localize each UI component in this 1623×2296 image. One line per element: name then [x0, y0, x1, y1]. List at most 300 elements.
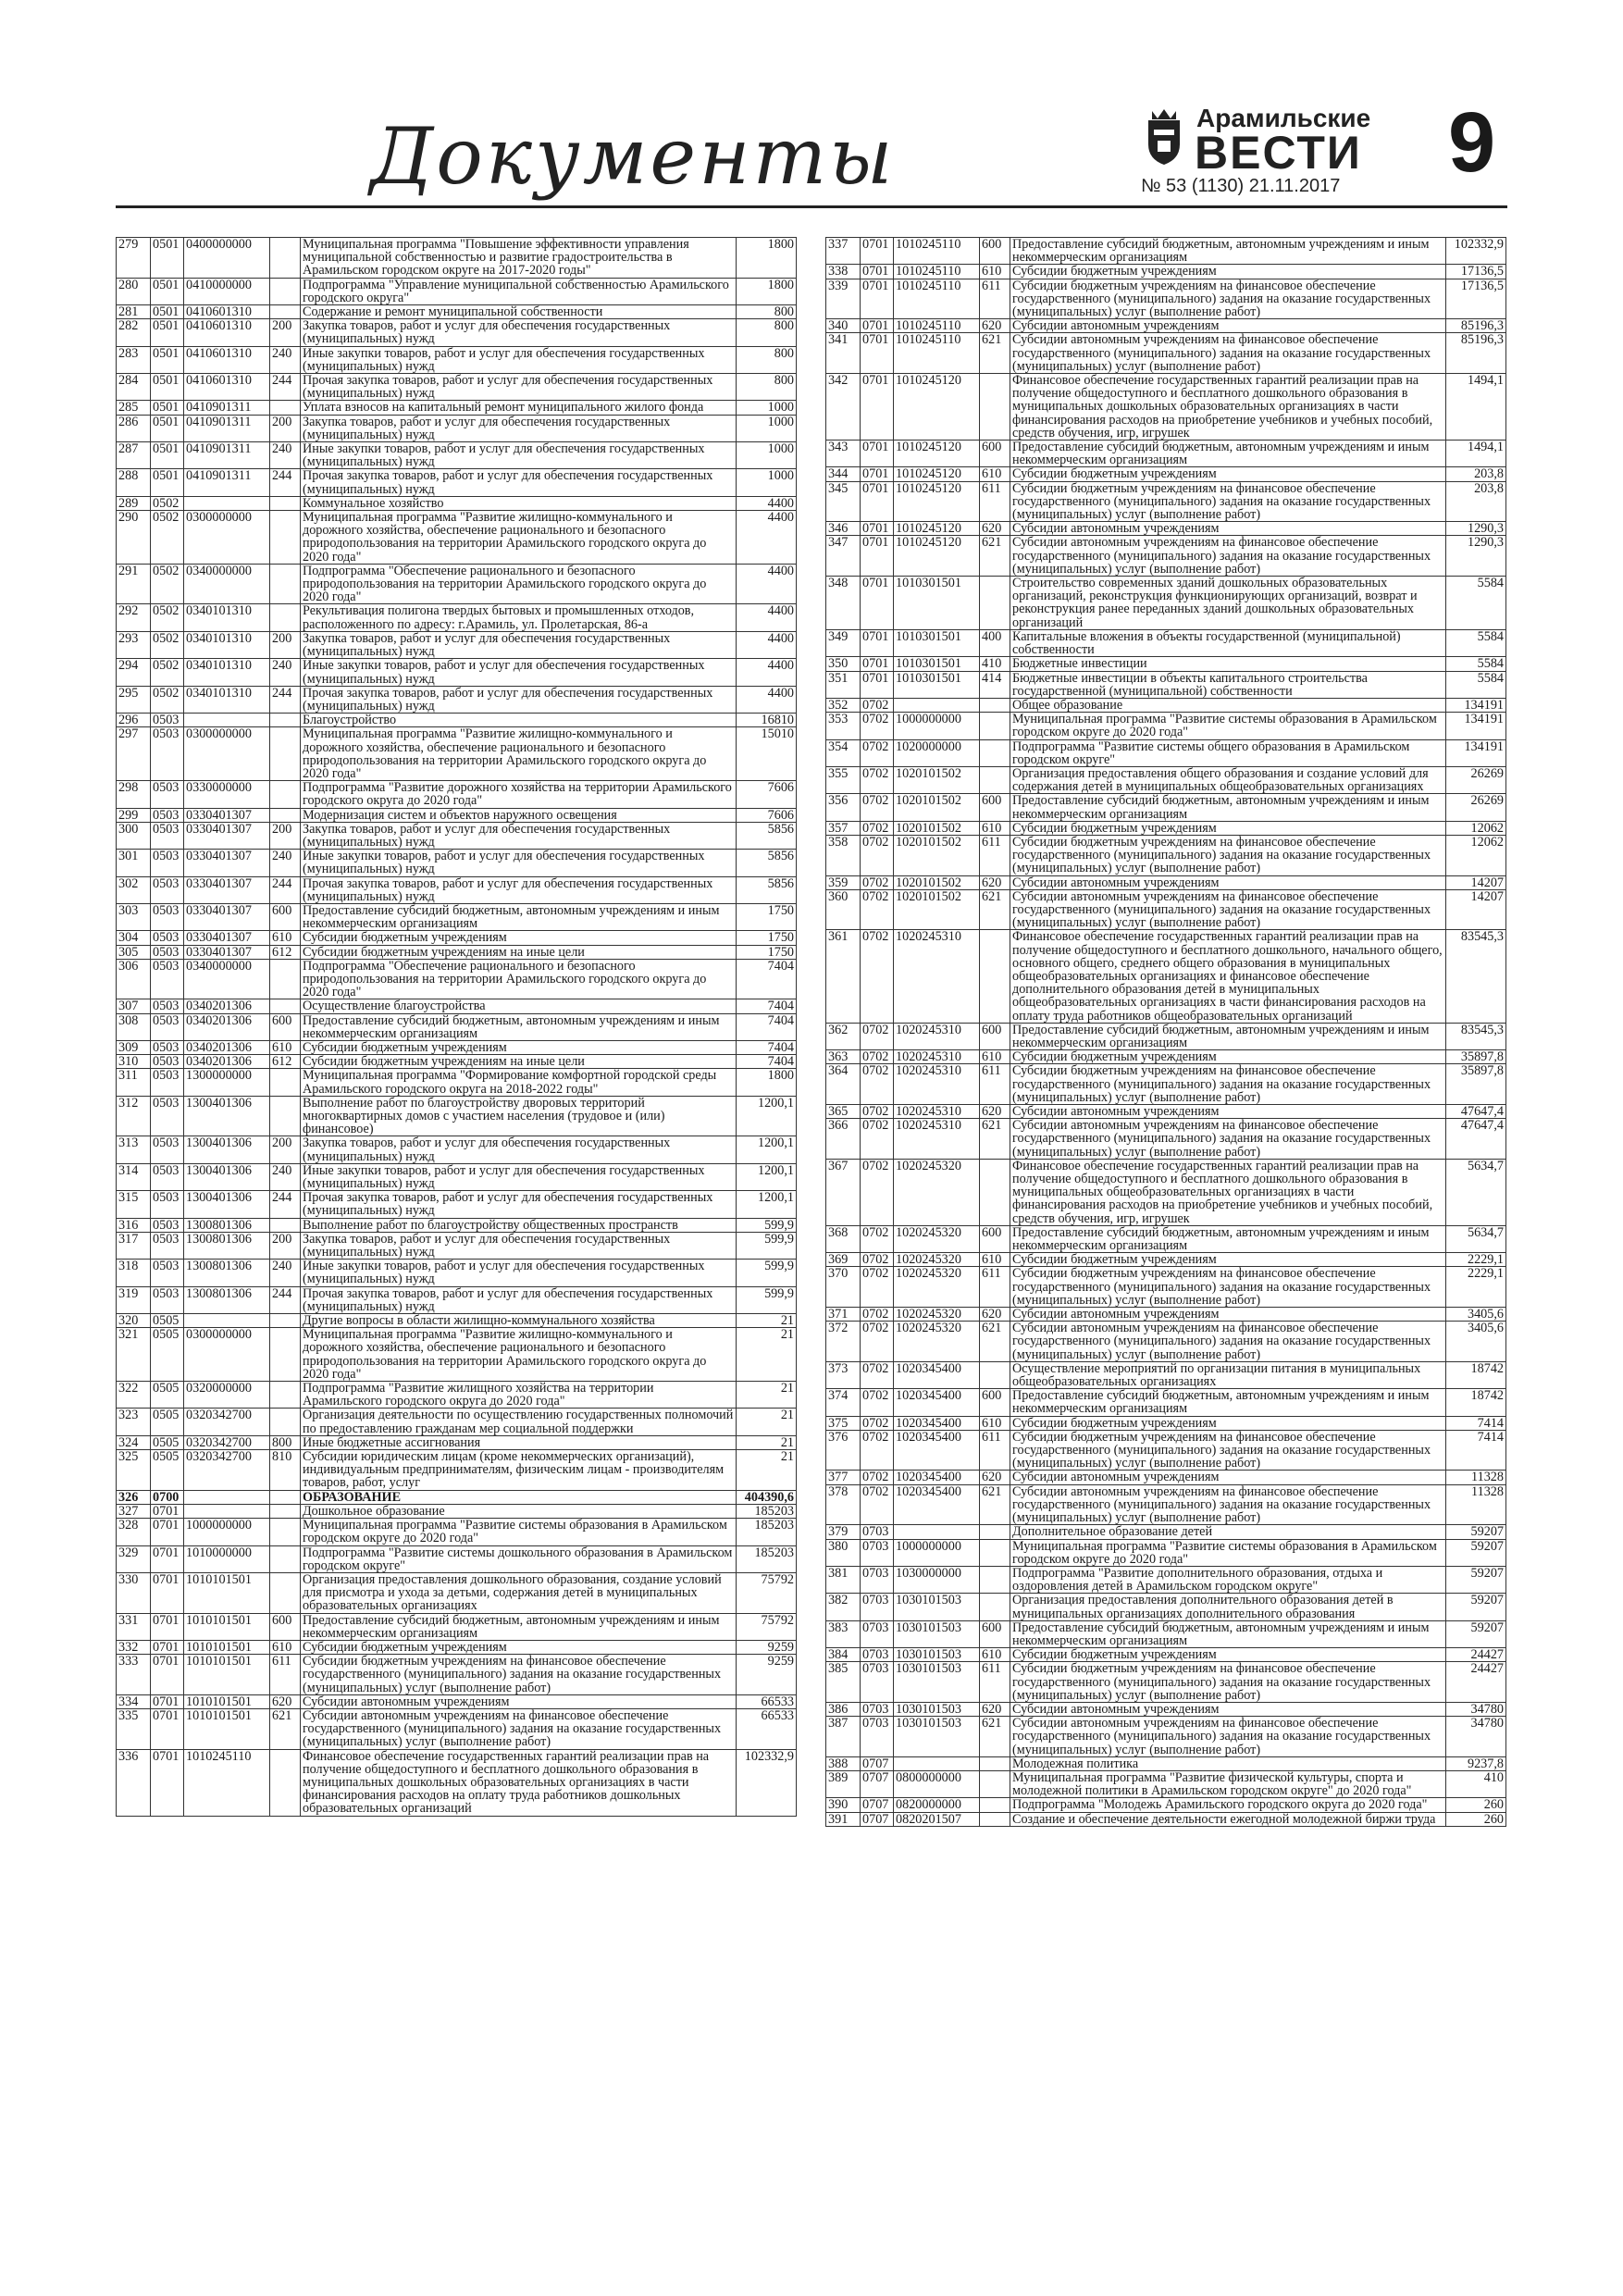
expense-type-cell: 244 [270, 374, 301, 401]
section-code-cell: 0702 [861, 1267, 894, 1308]
expense-type-cell: 620 [270, 1694, 301, 1708]
expense-type-cell: 600 [270, 1613, 301, 1640]
section-code-cell: 0702 [861, 1471, 894, 1484]
item-name-cell: Общее образование [1010, 698, 1446, 712]
section-code-cell: 0502 [151, 564, 184, 604]
expense-type-cell: 611 [980, 1662, 1010, 1703]
item-name-cell: Иные закупки товаров, работ и услуг для обеспечения государственных (муниципальных) нужд [301, 346, 737, 373]
table-row [117, 374, 797, 401]
expense-type-cell: 600 [980, 1620, 1010, 1647]
amount-cell: 1000 [737, 442, 797, 469]
amount-cell: 7404 [737, 1055, 797, 1069]
amount-cell: 26269 [1446, 794, 1506, 821]
amount-cell: 12062 [1446, 821, 1506, 835]
section-code-cell: 0702 [861, 698, 894, 712]
amount-cell: 1800 [737, 238, 797, 279]
expense-type-cell: 600 [980, 794, 1010, 821]
section-code-cell: 0503 [151, 931, 184, 945]
expense-type-cell [980, 374, 1010, 441]
row-number-cell: 301 [117, 850, 151, 876]
item-name-cell: Дополнительное образование детей [1010, 1525, 1446, 1539]
row-number-cell: 333 [117, 1655, 151, 1695]
target-code-cell: 0330401307 [184, 876, 270, 903]
target-code-cell: 1020245310 [894, 1023, 980, 1049]
table-row [826, 1225, 1506, 1252]
target-code-cell: 1300401306 [184, 1191, 270, 1218]
target-code-cell: 0330401307 [184, 945, 270, 959]
amount-cell: 35897,8 [1446, 1050, 1506, 1064]
target-code-cell: 1020101502 [894, 875, 980, 889]
target-code-cell: 1020345400 [894, 1484, 980, 1525]
item-name-cell: Субсидии автономным учреждениям на финансовое обеспечение государственного (муниципального) задания на оказание государственных (муниципальных) услуг (выполнение работ) [1010, 333, 1446, 374]
table-row [117, 1069, 797, 1096]
amount-cell: 1000 [737, 401, 797, 415]
amount-cell: 34780 [1446, 1702, 1506, 1716]
item-name-cell: Субсидии автономным учреждениям [1010, 1308, 1446, 1322]
item-name-cell: Субсидии автономным учреждениям [1010, 522, 1446, 536]
row-number-cell: 357 [826, 821, 861, 835]
row-number-cell: 285 [117, 401, 151, 415]
item-name-cell: Муниципальная программа "Развитие жилищно-коммунального и дорожного хозяйства, обеспечение рационального и безопасного природопользования на территории Арамильского городского округа до 2020 года" [301, 511, 737, 565]
table-row [826, 577, 1506, 630]
item-name-cell: Субсидии автономным учреждениям [1010, 875, 1446, 889]
expense-type-cell: 244 [270, 1191, 301, 1218]
item-name-cell: Субсидии бюджетным учреждениям на финансовое обеспечение государственного (муниципального) задания на оказание государственных (муниципальных) услуг (выполнение работ) [1010, 1064, 1446, 1105]
section-code-cell: 0503 [151, 1191, 184, 1218]
expense-type-cell: 240 [270, 850, 301, 876]
item-name-cell: Прочая закупка товаров, работ и услуг для обеспечения государственных (муниципальных) нужд [301, 469, 737, 496]
expense-type-cell [980, 739, 1010, 766]
item-name-cell: Субсидии автономным учреждениям на финансовое обеспечение государственного (муниципального) задания на оказание государственных (муниципальных) услуг (выполнение работ) [1010, 536, 1446, 577]
section-code-cell: 0707 [861, 1798, 894, 1812]
expense-type-cell: 800 [270, 1435, 301, 1449]
item-name-cell: Осуществление благоустройства [301, 999, 737, 1013]
table-row [117, 959, 797, 999]
amount-cell: 1200,1 [737, 1191, 797, 1218]
row-number-cell: 344 [826, 467, 861, 481]
expense-type-cell [270, 1749, 301, 1816]
item-name-cell: Модернизация систем и объектов наружного освещения [301, 808, 737, 822]
row-number-cell: 313 [117, 1136, 151, 1163]
item-name-cell: Молодежная политика [1010, 1756, 1446, 1770]
expense-type-cell: 240 [270, 442, 301, 469]
target-code-cell: 1020101502 [894, 835, 980, 875]
row-number-cell: 356 [826, 794, 861, 821]
table-row [826, 698, 1506, 712]
table-row [117, 781, 797, 808]
row-number-cell: 319 [117, 1286, 151, 1313]
target-code-cell: 1020245320 [894, 1308, 980, 1322]
item-name-cell: Осуществление мероприятий по организации питания в муниципальных общеобразовательных организациях [1010, 1361, 1446, 1388]
section-code-cell: 0703 [861, 1594, 894, 1620]
target-code-cell: 1010245120 [894, 374, 980, 441]
item-name-cell: Закупка товаров, работ и услуг для обеспечения государственных (муниципальных) нужд [301, 319, 737, 346]
table-row [826, 1702, 1506, 1716]
table-row [117, 686, 797, 713]
item-name-cell: Субсидии бюджетным учреждениям на финансовое обеспечение государственного (муниципального) задания на оказание государственных (муниципальных) услуг (выполнение работ) [1010, 481, 1446, 522]
section-code-cell: 0503 [151, 808, 184, 822]
row-number-cell: 334 [117, 1694, 151, 1708]
item-name-cell: Организация деятельности по осуществлению государственных полномочий по предоставлению гражданам мер социальной поддержки [301, 1409, 737, 1435]
section-code-cell: 0703 [861, 1525, 894, 1539]
amount-cell: 5584 [1446, 629, 1506, 656]
item-name-cell: Предоставление субсидий бюджетным, автономным учреждениям и иным некоммерческим организациям [1010, 1620, 1446, 1647]
item-name-cell: Субсидии бюджетным учреждениям на иные цели [301, 945, 737, 959]
row-number-cell: 380 [826, 1539, 861, 1566]
amount-cell: 1200,1 [737, 1163, 797, 1190]
item-name-cell: Подпрограмма "Развитие жилищного хозяйства на территории Арамильского городского округа до 2020 года" [301, 1382, 737, 1409]
amount-cell: 83545,3 [1446, 1023, 1506, 1049]
row-number-cell: 291 [117, 564, 151, 604]
expense-type-cell [980, 577, 1010, 630]
expense-type-cell [980, 1798, 1010, 1812]
item-name-cell: Бюджетные инвестиции [1010, 657, 1446, 671]
left-column [116, 237, 797, 1817]
amount-cell: 5634,7 [1446, 1159, 1506, 1225]
table-row [117, 1572, 797, 1613]
amount-cell: 1290,3 [1446, 522, 1506, 536]
amount-cell: 18742 [1446, 1361, 1506, 1388]
section-code-cell: 0702 [861, 821, 894, 835]
amount-cell: 34780 [1446, 1717, 1506, 1757]
row-number-cell: 389 [826, 1770, 861, 1797]
target-code-cell: 0340101310 [184, 604, 270, 631]
target-code-cell: 1020101502 [894, 794, 980, 821]
section-code-cell: 0502 [151, 659, 184, 686]
expense-type-cell: 240 [270, 659, 301, 686]
expense-type-cell [270, 511, 301, 565]
row-number-cell: 366 [826, 1119, 861, 1160]
row-number-cell: 294 [117, 659, 151, 686]
table-row [826, 265, 1506, 279]
table-row [117, 931, 797, 945]
table-row [826, 1717, 1506, 1757]
target-code-cell: 1020245320 [894, 1159, 980, 1225]
target-code-cell: 1020345400 [894, 1430, 980, 1471]
row-number-cell: 378 [826, 1484, 861, 1525]
item-name-cell: Подпрограмма "Развитие системы дошкольного образования в Арамильском городском округе" [301, 1545, 737, 1572]
target-code-cell: 0330401307 [184, 931, 270, 945]
section-code-cell: 0502 [151, 686, 184, 713]
amount-cell: 5856 [737, 876, 797, 903]
amount-cell: 59207 [1446, 1525, 1506, 1539]
amount-cell: 66533 [737, 1708, 797, 1749]
row-number-cell: 289 [117, 496, 151, 510]
section-code-cell: 0701 [861, 319, 894, 333]
amount-cell: 24427 [1446, 1662, 1506, 1703]
section-code-cell: 0701 [861, 536, 894, 577]
amount-cell: 2229,1 [1446, 1253, 1506, 1267]
row-number-cell: 351 [826, 671, 861, 698]
item-name-cell: ОБРАЗОВАНИЕ [301, 1490, 737, 1504]
item-name-cell: Благоустройство [301, 714, 737, 727]
target-code-cell: 1020345400 [894, 1416, 980, 1430]
item-name-cell: Прочая закупка товаров, работ и услуг для обеспечения государственных (муниципальных) нужд [301, 1191, 737, 1218]
section-code-cell: 0501 [151, 374, 184, 401]
expense-type-cell: 200 [270, 631, 301, 658]
expense-type-cell: 621 [980, 333, 1010, 374]
row-number-cell: 282 [117, 319, 151, 346]
amount-cell: 24427 [1446, 1648, 1506, 1662]
expense-type-cell: 610 [980, 265, 1010, 279]
section-code-cell: 0702 [861, 1308, 894, 1322]
amount-cell: 7404 [737, 1013, 797, 1040]
section-code-cell: 0707 [861, 1756, 894, 1770]
section-code-cell: 0702 [861, 835, 894, 875]
table-row [826, 1105, 1506, 1119]
row-number-cell: 280 [117, 278, 151, 304]
target-code-cell: 0340201306 [184, 1013, 270, 1040]
issue-info: № 53 (1130) 21.11.2017 [1141, 176, 1341, 196]
table-row [826, 333, 1506, 374]
table-row [117, 1286, 797, 1313]
logo-bottom-text: ВЕСТИ [1195, 127, 1362, 179]
table-row [826, 1253, 1506, 1267]
row-number-cell: 377 [826, 1471, 861, 1484]
table-row [117, 822, 797, 849]
amount-cell: 1750 [737, 931, 797, 945]
table-row [826, 374, 1506, 441]
row-number-cell: 283 [117, 346, 151, 373]
row-number-cell: 341 [826, 333, 861, 374]
section-code-cell: 0702 [861, 1484, 894, 1525]
expense-type-cell: 612 [270, 945, 301, 959]
page-number: 9 [1448, 95, 1496, 190]
section-code-cell: 0701 [151, 1519, 184, 1545]
target-code-cell: 1010245110 [894, 279, 980, 319]
row-number-cell: 376 [826, 1430, 861, 1471]
row-number-cell: 379 [826, 1525, 861, 1539]
item-name-cell: Иные закупки товаров, работ и услуг для обеспечения государственных (муниципальных) нужд [301, 850, 737, 876]
amount-cell: 5856 [737, 822, 797, 849]
row-number-cell: 354 [826, 739, 861, 766]
item-name-cell: Иные закупки товаров, работ и услуг для обеспечения государственных (муниципальных) нужд [301, 1163, 737, 1190]
item-name-cell: Рекультивация полигона твердых бытовых и промышленных отходов, расположенного по адресу: г.Арамиль, ул. Пролетарская, 86-а [301, 604, 737, 631]
table-row [826, 1389, 1506, 1416]
item-name-cell: Прочая закупка товаров, работ и услуг для обеспечения государственных (муниципальных) нужд [301, 686, 737, 713]
amount-cell: 185203 [737, 1519, 797, 1545]
target-code-cell: 1020245310 [894, 1119, 980, 1160]
item-name-cell: Субсидии бюджетным учреждениям [1010, 1050, 1446, 1064]
section-code-cell: 0702 [861, 1253, 894, 1267]
expense-type-cell: 240 [270, 1260, 301, 1286]
expense-type-cell: 244 [270, 1286, 301, 1313]
table-row [117, 1655, 797, 1695]
item-name-cell: Субсидии юридическим лицам (кроме некоммерческих организаций), индивидуальным предпринимателям, физическим лицам - производителям товаров, работ, услуг [301, 1450, 737, 1491]
item-name-cell: Предоставление субсидий бюджетным, автономным учреждениям и иным некоммерческим организациям [301, 1013, 737, 1040]
row-number-cell: 311 [117, 1069, 151, 1096]
row-number-cell: 350 [826, 657, 861, 671]
target-code-cell: 0800000000 [894, 1770, 980, 1797]
target-code-cell: 1020000000 [894, 739, 980, 766]
item-name-cell: Субсидии бюджетным учреждениям [1010, 1648, 1446, 1662]
item-name-cell: Подпрограмма "Обеспечение рационального и безопасного природопользования на территории Арамильского городского округа до 2020 года" [301, 564, 737, 604]
expense-type-cell: 810 [270, 1450, 301, 1491]
table-row [826, 1662, 1506, 1703]
table-row [117, 850, 797, 876]
section-code-cell: 0702 [861, 739, 894, 766]
item-name-cell: Субсидии автономным учреждениям на финансовое обеспечение государственного (муниципального) задания на оказание государственных (муниципальных) услуг (выполнение работ) [1010, 889, 1446, 930]
item-name-cell: Муниципальная программа "Развитие жилищно-коммунального и дорожного хозяйства, обеспечение рационального и безопасного природопользования на территории Арамильского городского округа до 2020 года" [301, 1328, 737, 1382]
expense-type-cell [270, 781, 301, 808]
expense-type-cell: 600 [980, 238, 1010, 265]
amount-cell: 134191 [1446, 713, 1506, 739]
table-row [117, 1232, 797, 1259]
expense-type-cell: 621 [980, 1717, 1010, 1757]
amount-cell: 134191 [1446, 739, 1506, 766]
item-name-cell: Субсидии бюджетным учреждениям на финансовое обеспечение государственного (муниципального) задания на оказание государственных (муниципальных) услуг (выполнение работ) [1010, 835, 1446, 875]
section-code-cell: 0503 [151, 999, 184, 1013]
row-number-cell: 355 [826, 766, 861, 793]
target-code-cell: 0340101310 [184, 659, 270, 686]
amount-cell: 9259 [737, 1655, 797, 1695]
amount-cell: 47647,4 [1446, 1105, 1506, 1119]
section-code-cell: 0503 [151, 1232, 184, 1259]
expense-type-cell: 610 [270, 931, 301, 945]
table-row [117, 1490, 797, 1504]
target-code-cell: 1020245320 [894, 1322, 980, 1362]
item-name-cell: Бюджетные инвестиции в объекты капитального строительства государственной (муниципальной) собственности [1010, 671, 1446, 698]
expense-type-cell [270, 1218, 301, 1232]
expense-type-cell: 611 [980, 1430, 1010, 1471]
amount-cell: 7404 [737, 959, 797, 999]
target-code-cell: 0340101310 [184, 686, 270, 713]
expense-type-cell: 621 [980, 1484, 1010, 1525]
section-code-cell: 0701 [151, 1694, 184, 1708]
target-code-cell: 1020101502 [894, 821, 980, 835]
section-code-cell: 0702 [861, 1389, 894, 1416]
amount-cell: 1800 [737, 278, 797, 304]
section-code-cell: 0502 [151, 496, 184, 510]
table-row [117, 1163, 797, 1190]
amount-cell: 260 [1446, 1812, 1506, 1826]
section-code-cell: 0505 [151, 1328, 184, 1382]
row-number-cell: 388 [826, 1756, 861, 1770]
target-code-cell: 1300801306 [184, 1218, 270, 1232]
item-name-cell: Субсидии бюджетным учреждениям [301, 931, 737, 945]
expense-type-cell [270, 1490, 301, 1504]
amount-cell: 18742 [1446, 1389, 1506, 1416]
amount-cell: 102332,9 [1446, 238, 1506, 265]
item-name-cell: Иные закупки товаров, работ и услуг для обеспечения государственных (муниципальных) нужд [301, 659, 737, 686]
table-row [826, 1471, 1506, 1484]
table-row [826, 279, 1506, 319]
amount-cell: 85196,3 [1446, 319, 1506, 333]
table-row [117, 238, 797, 279]
right-column [825, 237, 1506, 1827]
expense-type-cell: 621 [980, 1119, 1010, 1160]
target-code-cell: 1010301501 [894, 671, 980, 698]
section-code-cell: 0702 [861, 1023, 894, 1049]
target-code-cell: 0300000000 [184, 727, 270, 781]
row-number-cell: 325 [117, 1450, 151, 1491]
expense-type-cell: 600 [270, 1013, 301, 1040]
amount-cell: 11328 [1446, 1471, 1506, 1484]
expense-type-cell: 611 [270, 1655, 301, 1695]
table-row [117, 305, 797, 319]
row-number-cell: 303 [117, 903, 151, 930]
table-row [826, 739, 1506, 766]
row-number-cell: 375 [826, 1416, 861, 1430]
item-name-cell: Муниципальная программа "Развитие системы образования в Арамильском городском округе до 2020 года" [1010, 713, 1446, 739]
target-code-cell [894, 1525, 980, 1539]
target-code-cell: 0410901311 [184, 401, 270, 415]
amount-cell: 75792 [737, 1613, 797, 1640]
section-code-cell: 0503 [151, 1040, 184, 1054]
section-code-cell: 0702 [861, 1159, 894, 1225]
row-number-cell: 352 [826, 698, 861, 712]
item-name-cell: Финансовое обеспечение государственных гарантий реализации прав на получение общедоступного и бесплатного дошкольного образования в муниципальных дошкольных образовательных организациях в части финансирования расходов на приобретение учебников и учебных пособий, средств обучения, игр, игрушек [1010, 374, 1446, 441]
row-number-cell: 296 [117, 714, 151, 727]
table-row [117, 346, 797, 373]
row-number-cell: 370 [826, 1267, 861, 1308]
section-code-cell: 0701 [861, 333, 894, 374]
section-code-cell: 0503 [151, 945, 184, 959]
item-name-cell: Предоставление субсидий бюджетным, автономным учреждениям и иным некоммерческим организациям [1010, 1023, 1446, 1049]
amount-cell: 4400 [737, 686, 797, 713]
section-code-cell: 0503 [151, 876, 184, 903]
table-row [826, 1322, 1506, 1362]
target-code-cell: 0410901311 [184, 442, 270, 469]
expense-type-cell: 610 [980, 1648, 1010, 1662]
section-code-cell: 0702 [861, 1225, 894, 1252]
section-code-cell: 0702 [861, 1416, 894, 1430]
target-code-cell: 1010245110 [894, 265, 980, 279]
row-number-cell: 367 [826, 1159, 861, 1225]
section-code-cell: 0701 [861, 481, 894, 522]
table-row [826, 1620, 1506, 1647]
item-name-cell: Выполнение работ по благоустройству дворовых территорий многоквартирных домов с участием населения (трудовое и (или) финансовое) [301, 1096, 737, 1136]
table-row [826, 1756, 1506, 1770]
row-number-cell: 372 [826, 1322, 861, 1362]
target-code-cell: 0320000000 [184, 1382, 270, 1409]
table-row [826, 657, 1506, 671]
target-code-cell: 1030101503 [894, 1662, 980, 1703]
section-code-cell: 0503 [151, 1013, 184, 1040]
table-row [117, 1218, 797, 1232]
table-row [117, 401, 797, 415]
table-row [117, 469, 797, 496]
section-code-cell: 0703 [861, 1662, 894, 1703]
table-row [117, 1013, 797, 1040]
row-number-cell: 381 [826, 1566, 861, 1593]
expense-type-cell: 610 [980, 1253, 1010, 1267]
target-code-cell: 1300401306 [184, 1136, 270, 1163]
item-name-cell: Субсидии бюджетным учреждениям на финансовое обеспечение государственного (муниципального) задания на оказание государственных (муниципальных) услуг (выполнение работ) [1010, 1662, 1446, 1703]
item-name-cell: Муниципальная программа "Развитие системы образования в Арамильском городском округе до 2020 года" [301, 1519, 737, 1545]
expense-type-cell [980, 1756, 1010, 1770]
row-number-cell: 281 [117, 305, 151, 319]
expense-type-cell: 400 [980, 629, 1010, 656]
row-number-cell: 297 [117, 727, 151, 781]
section-code-cell: 0701 [861, 467, 894, 481]
item-name-cell: Субсидии автономным учреждениям [301, 1694, 737, 1708]
target-code-cell: 1010245120 [894, 481, 980, 522]
row-number-cell: 284 [117, 374, 151, 401]
section-code-cell: 0505 [151, 1409, 184, 1435]
row-number-cell: 347 [826, 536, 861, 577]
section-code-cell: 0703 [861, 1648, 894, 1662]
amount-cell: 1290,3 [1446, 536, 1506, 577]
table-row [826, 1159, 1506, 1225]
amount-cell: 14207 [1446, 875, 1506, 889]
item-name-cell: Подпрограмма "Обеспечение рационального и безопасного природопользования на территории Арамильского городского округа до 2020 года" [301, 959, 737, 999]
row-number-cell: 359 [826, 875, 861, 889]
coat-of-arms-icon [1141, 107, 1187, 167]
target-code-cell [184, 714, 270, 727]
expense-type-cell [980, 930, 1010, 1023]
expense-type-cell [270, 1504, 301, 1518]
